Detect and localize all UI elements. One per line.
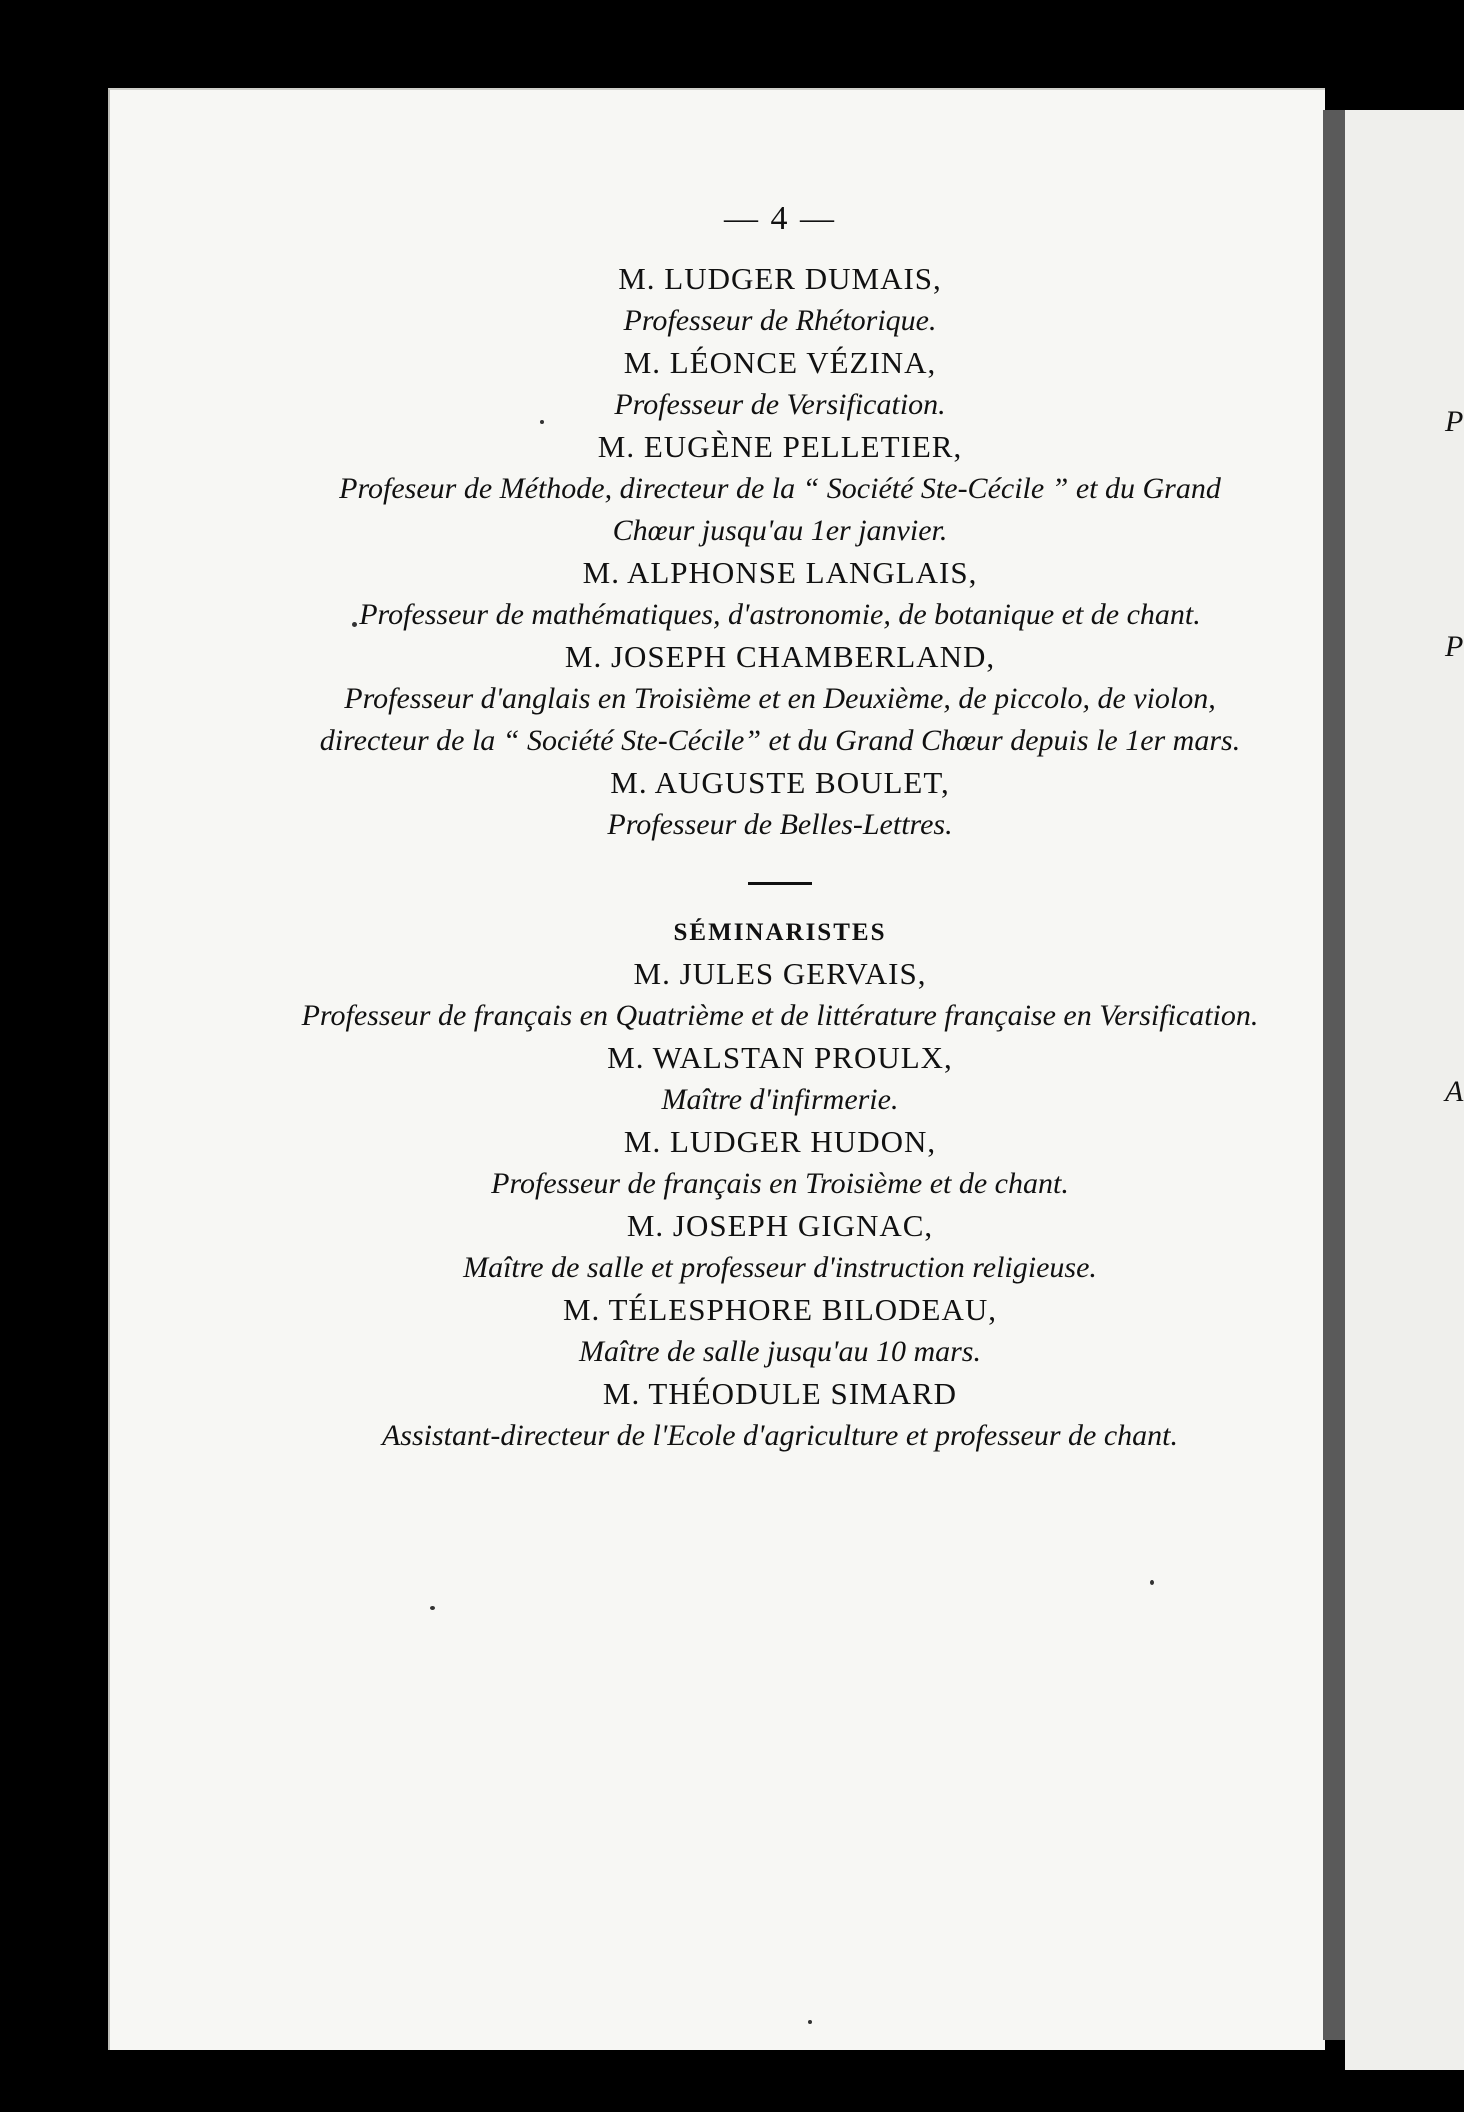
facing-page-edge	[1345, 110, 1464, 2070]
page-content	[300, 200, 1260, 1457]
scan-speck	[540, 420, 544, 424]
page-number: — 4 —	[724, 200, 836, 237]
faculty-entry	[300, 258, 1260, 342]
staff-name: M. AUGUSTE BOULET,	[610, 765, 950, 800]
staff-name: M. TÉLESPHORE BILODEAU,	[562, 1292, 998, 1327]
facing-page-letter: A	[1445, 1075, 1464, 1108]
section-title: SÉMINARISTES	[673, 919, 887, 946]
staff-role: Professeur de Rhétorique.	[623, 304, 937, 337]
staff-name: M. ALPHONSE LANGLAIS,	[582, 555, 978, 590]
scan-speck	[352, 622, 357, 627]
faculty-entry	[300, 552, 1260, 636]
seminarist-entry	[300, 1289, 1260, 1373]
scan-speck	[430, 1606, 435, 1610]
staff-name: M. JOSEPH CHAMBERLAND,	[564, 639, 996, 674]
staff-name: M. WALSTAN PROULX,	[607, 1040, 953, 1075]
seminarist-entry	[300, 1205, 1260, 1289]
staff-role: Maître d'infirmerie.	[661, 1083, 899, 1116]
staff-role: Professeur de français en Quatrième et de littérature française en Versification.	[301, 999, 1259, 1032]
faculty-entry	[300, 342, 1260, 426]
section-divider	[748, 882, 812, 885]
staff-role: Maître de salle et professeur d'instruction religieuse.	[463, 1251, 1097, 1284]
staff-role: Professeur de mathématiques, d'astronomie, de botanique et de chant.	[359, 598, 1201, 631]
staff-role: Professeur d'anglais en Troisième et en Deuxième, de piccolo, de violon, directeur de la “ Société Ste-Cécile” et du Grand Chœur depuis le 1er mars.	[319, 682, 1241, 757]
staff-name: M. LUDGER DUMAIS,	[618, 261, 942, 296]
faculty-entry	[300, 426, 1260, 552]
staff-name: M. LÉONCE VÉZINA,	[623, 345, 937, 380]
staff-name: M. LUDGER HUDON,	[623, 1124, 937, 1159]
faculty-list	[300, 258, 1260, 846]
staff-role: Professeur de français en Troisième et de chant.	[491, 1167, 1069, 1200]
staff-role: Maître de salle jusqu'au 10 mars.	[579, 1335, 981, 1368]
facing-page-letter: P	[1445, 630, 1464, 663]
staff-role: Assistant-directeur de l'Ecole d'agriculture et professeur de chant.	[381, 1419, 1178, 1452]
staff-name: M. THÉODULE SIMARD	[602, 1376, 958, 1411]
staff-name: M. JOSEPH GIGNAC,	[626, 1208, 934, 1243]
scan-speck	[808, 2020, 812, 2024]
seminarist-entry	[300, 1121, 1260, 1205]
seminarist-entry	[300, 1373, 1260, 1457]
staff-name: M. JULES GERVAIS,	[633, 956, 927, 991]
staff-name: M. EUGÈNE PELLETIER,	[597, 429, 963, 464]
seminarist-list	[300, 953, 1260, 1457]
staff-role: Profeseur de Méthode, directeur de la “ Société Ste-Cécile ” et du Grand Chœur jusqu'au 1er janvier.	[339, 472, 1221, 547]
seminarist-entry	[300, 1037, 1260, 1121]
faculty-entry	[300, 636, 1260, 762]
staff-role: Professeur de Versification.	[614, 388, 946, 421]
faculty-entry	[300, 762, 1260, 846]
scan-speck	[1150, 1580, 1154, 1585]
seminarist-entry	[300, 953, 1260, 1037]
staff-role: Professeur de Belles-Lettres.	[607, 808, 953, 841]
book-spine	[1323, 110, 1345, 2040]
facing-page-letter: P	[1445, 405, 1464, 438]
